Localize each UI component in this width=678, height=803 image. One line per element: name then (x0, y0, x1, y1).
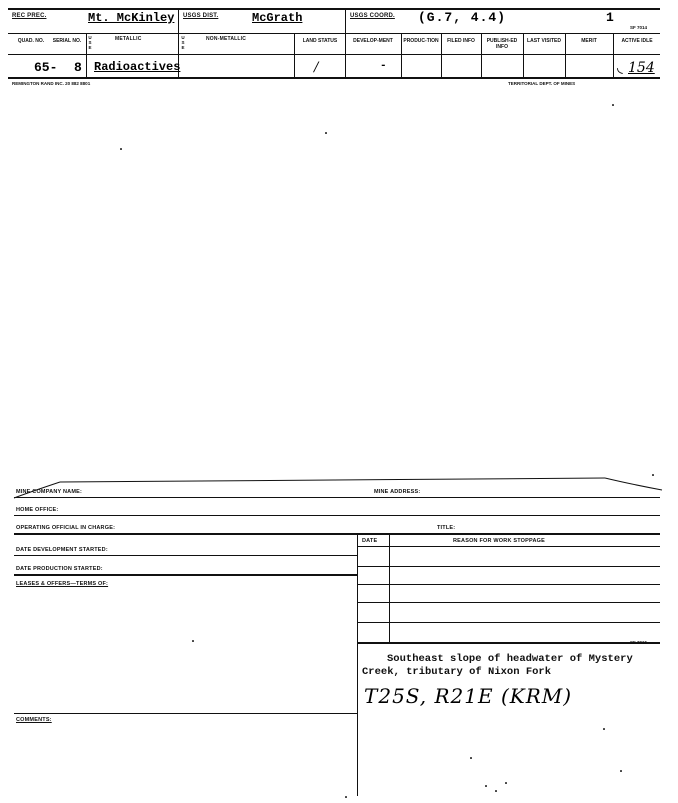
usgs-dist-value: McGrath (252, 11, 303, 25)
filed-info-header: FILED INFO (447, 38, 475, 44)
date-development-label: DATE DEVELOPMENT STARTED: (16, 547, 108, 553)
active-idle-header: ACTIVE IDLE (621, 38, 653, 44)
stoppage-date-header: DATE (362, 538, 378, 544)
serial-no-value: 8 (74, 60, 82, 75)
quad-no-value: 65- (34, 60, 58, 75)
use-label-nonmetallic: U S E (181, 35, 185, 50)
location-line-2: Creek, tributary of Nixon Fork (362, 666, 552, 678)
active-idle-mark: ◟ (617, 58, 623, 76)
leases-offers-label: LEASES & OFFERS—TERMS OF: (16, 581, 109, 587)
production-header: PRODUC-TION (403, 38, 439, 44)
location-line-1: Southeast slope of headwater of Mystery (387, 653, 633, 665)
non-metallic-label: NON-METALLIC (206, 36, 247, 42)
footer-printer: REMINGTON RAND INC. 20 882 8801 (12, 81, 91, 86)
last-visited-header: LAST VISITED (527, 38, 561, 44)
scan-speck (485, 785, 487, 787)
home-office-label: HOME OFFICE: (16, 507, 59, 513)
mine-address-label: MINE ADDRESS: (374, 489, 421, 495)
quad-no-label: QUAD. NO. (17, 38, 45, 44)
usgs-coord-label: USGS COORD. (350, 13, 395, 19)
usgs-coord-value: (G.7, 4.4) (418, 10, 507, 25)
development-value: - (380, 60, 387, 72)
published-info-header: PUBLISH-ED INFO (486, 38, 518, 50)
scan-speck (325, 132, 327, 134)
active-idle-value: 154 (628, 60, 655, 76)
card-number: 1 (606, 10, 614, 25)
scan-speck (192, 640, 194, 642)
title-label: TITLE: (437, 525, 456, 531)
scan-speck (505, 782, 507, 784)
usgs-dist-label: USGS DIST. (183, 13, 219, 19)
rec-prec-value: Mt. McKinley (88, 11, 175, 25)
scan-speck (120, 148, 122, 150)
land-status-header: LAND STATUS (302, 38, 338, 44)
operating-official-label: OPERATING OFFICIAL IN CHARGE: (16, 525, 116, 531)
scan-speck (603, 728, 605, 730)
serial-no-label: SERIAL NO. (52, 38, 82, 44)
development-header: DEVELOP-MENT (353, 38, 393, 44)
stoppage-reason-header: REASON FOR WORK STOPPAGE (453, 538, 545, 544)
use-label-metallic: U S E (88, 35, 92, 50)
merit-header: MERIT (581, 38, 597, 44)
scan-speck (495, 790, 497, 792)
land-status-value: / (314, 60, 319, 75)
form-number: SF 7014 (630, 25, 648, 30)
form-number-back: SF 7015 (630, 640, 648, 645)
mine-company-label: MINE COMPANY NAME: (16, 489, 83, 495)
metallic-label: METALLIC (115, 36, 142, 42)
scan-speck (620, 770, 622, 772)
rec-prec-label: REC PREC. (12, 13, 47, 19)
card-edge-curve (0, 470, 678, 500)
handwritten-township-note: T25S, R21E (KRM) (364, 684, 573, 708)
scan-speck (470, 757, 472, 759)
commodity-value: Radioactives (94, 60, 181, 74)
scan-speck (345, 796, 347, 798)
comments-label: COMMENTS: (16, 717, 52, 723)
date-production-label: DATE PRODUCTION STARTED: (16, 566, 103, 572)
footer-department: TERRITORIAL DEPT. OF MINES (508, 81, 576, 86)
scan-speck (612, 104, 614, 106)
